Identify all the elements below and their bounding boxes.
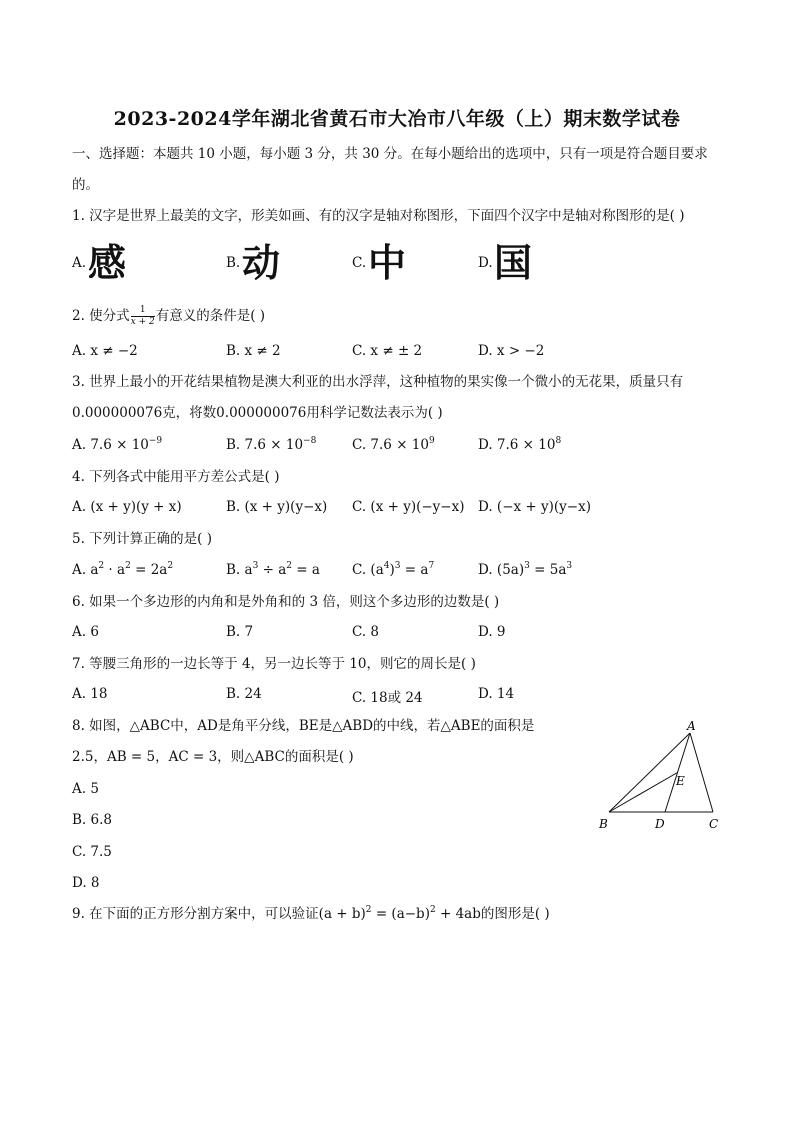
q4-option-a: A. (x + y)(y + x) bbox=[72, 499, 182, 515]
q6-options bbox=[0, 624, 794, 644]
q3-option-d-exponent: 8 bbox=[555, 436, 562, 446]
q5-d-t2: = 5a bbox=[529, 562, 567, 578]
q6-option-c: C. 8 bbox=[352, 624, 380, 640]
q2-option-a: A. x ≠ −2 bbox=[72, 343, 138, 359]
q5-a-e1: 2 bbox=[98, 561, 105, 571]
q8-option-c: C. 7.5 bbox=[72, 844, 112, 860]
q2-option-c: C. x ≠ ± 2 bbox=[352, 343, 423, 359]
q8-stem-line-2: 2.5，AB = 5，AC = 3，则△ABC的面积是( ) bbox=[72, 749, 354, 765]
q6-option-d: D. 9 bbox=[478, 624, 506, 640]
q2-option-d: D. x > −2 bbox=[478, 343, 545, 359]
label-b: B bbox=[599, 817, 608, 831]
q3-stem-line-2: 0.000000076克，将数0.000000076用科学记数法表示为( ) bbox=[72, 405, 443, 421]
q2-options bbox=[0, 343, 794, 363]
q5-option-c bbox=[352, 562, 434, 578]
q8-triangle-figure bbox=[592, 718, 732, 834]
q2-fraction bbox=[131, 305, 155, 328]
q5-option-b bbox=[226, 562, 320, 578]
q5-b-t2: ÷ a bbox=[258, 562, 287, 578]
q5-stem: 5. 下列计算正确的是( ) bbox=[72, 531, 212, 547]
q5-b-t4: = a bbox=[291, 562, 320, 578]
q7-stem: 7. 等腰三角形的一边长等于 4，另一边长等于 10，则它的周长是( ) bbox=[72, 656, 476, 672]
q4-option-b: B. (x + y)(y−x) bbox=[226, 499, 328, 515]
q3-stem-line-1: 3. 世界上最小的开花结果植物是澳大利亚的出水浮萍，这种植物的果实像一个微小的无花果，质量只有 bbox=[72, 374, 684, 390]
q5-b-t0: B. a bbox=[226, 562, 253, 578]
q3-option-c-exponent: 9 bbox=[428, 436, 435, 446]
q5-d-e1: 3 bbox=[524, 561, 530, 571]
q4-stem: 4. 下列各式中能用平方差公式是( ) bbox=[72, 469, 280, 485]
q2-fraction-denominator: x + 2 bbox=[130, 317, 155, 327]
q5-c-e5: 7 bbox=[428, 561, 435, 571]
page-title: 2023-2024学年湖北省黄石市大冶市八年级（上）期末数学试卷 bbox=[113, 108, 681, 130]
q1-option-c-char: 中 bbox=[368, 241, 407, 285]
q1-option-a-char: 感 bbox=[88, 241, 127, 285]
q3-option-d bbox=[478, 437, 561, 453]
q7-option-d: D. 14 bbox=[478, 686, 515, 702]
q1-option-b-char: 动 bbox=[242, 241, 281, 285]
q5-b-e1: 3 bbox=[252, 561, 259, 571]
q1-option-a-label: A. bbox=[72, 255, 87, 271]
q5-d-e3: 3 bbox=[566, 561, 573, 571]
label-a: A bbox=[687, 719, 696, 733]
q7-option-c: C. 18或 24 bbox=[352, 690, 423, 706]
q5-c-e1: 4 bbox=[383, 561, 390, 571]
q5-c-t0: C. (a bbox=[352, 562, 384, 578]
q2-option-b: B. x ≠ 2 bbox=[226, 343, 281, 359]
q2-stem-prefix: 2. 使分式 bbox=[72, 308, 130, 324]
q1-option-d-label: D. bbox=[478, 255, 493, 271]
q2-stem-suffix: 有意义的条件是( ) bbox=[155, 308, 266, 324]
q3-option-a-base: A. 7.6 × 10 bbox=[72, 437, 149, 453]
q9-stem-suffix: + 4ab的图形是( ) bbox=[435, 906, 550, 922]
q1-stem: 1. 汉字是世界上最美的文字，形美如画、有的汉字是轴对称图形，下面四个汉字中是轴对称图形的是( ) bbox=[72, 208, 685, 224]
label-d: D bbox=[655, 817, 665, 831]
q6-stem: 6. 如果一个多边形的内角和是外角和的 3 倍，则这个多边形的边数是( ) bbox=[72, 594, 500, 610]
segment-ac bbox=[690, 733, 713, 812]
q9-exponent-1: 2 bbox=[365, 905, 372, 915]
q8-stem-line-1: 8. 如图，△ABC中，AD是角平分线，BE是△ABD的中线，若△ABE的面积是 bbox=[72, 718, 535, 734]
label-c: C bbox=[709, 817, 719, 831]
q8-option-a: A. 5 bbox=[72, 781, 99, 797]
q3-option-c-base: C. 7.6 × 10 bbox=[352, 437, 429, 453]
q4-option-c: C. (x + y)(−y−x) bbox=[352, 499, 465, 515]
q7-options bbox=[0, 686, 794, 706]
q4-option-d: D. (−x + y)(y−x) bbox=[478, 499, 591, 515]
q6-option-b: B. 7 bbox=[226, 624, 254, 640]
q1-option-c-label: C. bbox=[352, 255, 367, 271]
q7-option-a: A. 18 bbox=[72, 686, 108, 702]
q6-option-a: A. 6 bbox=[72, 624, 99, 640]
q3-options bbox=[0, 437, 794, 457]
q3-option-b-base: B. 7.6 × 10 bbox=[226, 437, 304, 453]
q1-options bbox=[0, 238, 794, 288]
q3-option-d-base: D. 7.6 × 10 bbox=[478, 437, 556, 453]
q5-option-a bbox=[72, 562, 173, 578]
q5-c-t2: ) bbox=[389, 562, 395, 578]
q5-options bbox=[0, 562, 794, 582]
q5-a-e3: 2 bbox=[125, 561, 131, 571]
q5-c-e3: 3 bbox=[394, 561, 401, 571]
q7-option-b: B. 24 bbox=[226, 686, 262, 702]
q5-a-t2: · a bbox=[104, 562, 126, 578]
q5-d-t0: D. (5a) bbox=[478, 562, 525, 578]
q3-option-b-exponent: −8 bbox=[303, 436, 317, 446]
q5-a-t0: A. a bbox=[72, 562, 99, 578]
q9-stem bbox=[72, 905, 550, 923]
q5-a-e5: 2 bbox=[167, 561, 174, 571]
q1-option-d-char: 国 bbox=[494, 241, 533, 285]
section-instructions-line-2: 的。 bbox=[72, 177, 99, 193]
q8-option-b: B. 6.8 bbox=[72, 812, 112, 828]
q3-option-b bbox=[226, 437, 316, 453]
q9-exponent-2: 2 bbox=[429, 905, 436, 915]
q5-a-t4: = 2a bbox=[130, 562, 168, 578]
q2-stem bbox=[72, 305, 265, 328]
q3-option-a-exponent: −9 bbox=[148, 436, 163, 446]
q9-stem-mid: = (a−b) bbox=[371, 906, 430, 922]
q4-options bbox=[0, 499, 794, 519]
section-instructions-line-1: 一、选择题：本题共 10 小题，每小题 3 分，共 30 分。在每小题给出的选项中，只有一项是符合题目要求 bbox=[72, 146, 708, 162]
q5-option-d bbox=[478, 562, 572, 578]
q3-option-a bbox=[72, 437, 162, 453]
q9-stem-prefix: 9. 在下面的正方形分割方案中，可以验证(a + b) bbox=[72, 906, 366, 922]
q1-option-b-label: B. bbox=[226, 255, 241, 271]
q5-c-t4: = a bbox=[400, 562, 429, 578]
q2-fraction-numerator: 1 bbox=[131, 305, 155, 317]
label-e: E bbox=[676, 774, 685, 788]
q8-option-d: D. 8 bbox=[72, 875, 100, 891]
q5-b-e3: 2 bbox=[286, 561, 292, 571]
q3-option-c bbox=[352, 437, 435, 453]
